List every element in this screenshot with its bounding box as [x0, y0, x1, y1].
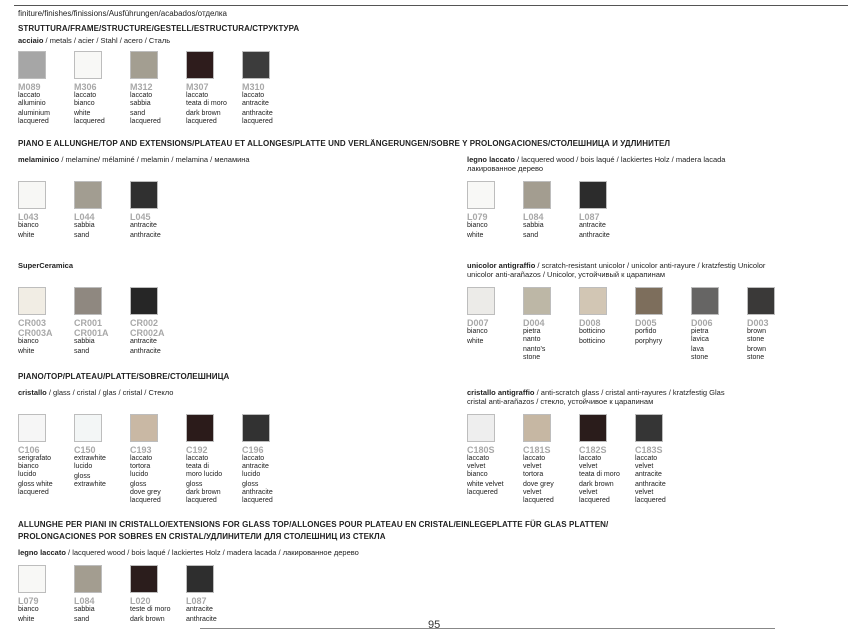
swatch-label-italian: extrawhite lucido	[74, 455, 106, 470]
swatch-l079	[18, 565, 46, 593]
swatch-label-english: white	[18, 348, 35, 355]
swatch-code: C192	[186, 445, 208, 455]
swatch-label-english: dove grey velvet lacquered	[523, 481, 554, 504]
subtitle-antiscratch-glass-bold: cristallo antigraffio	[467, 388, 535, 397]
swatch-label-italian: laccato bianco	[74, 92, 97, 107]
swatch-label-english: sand	[74, 232, 90, 239]
swatch-code: C106	[18, 445, 40, 455]
swatch-label-english: nanto's stone	[523, 346, 546, 361]
swatch-l043	[18, 181, 46, 209]
swatch-label-italian: laccato alluminio	[18, 92, 46, 107]
swatch-c182s	[579, 414, 607, 442]
swatch-code: L044	[74, 212, 95, 222]
swatch-label-english: dark brown lacquered	[186, 110, 221, 125]
subtitle-steel-rest: / metals / acier / Stahl / acero / Сталь	[43, 36, 171, 45]
swatch-l087	[579, 181, 607, 209]
swatch-code: L087	[186, 596, 207, 606]
swatch-label-english: sand	[74, 348, 90, 355]
swatch-code: L079	[467, 212, 488, 222]
page-title: finiture/finishes/finissions/Ausführungen/acabados/отделка	[18, 9, 227, 18]
subtitle-antiscratch-glass-line2: cristal anti-arañazos / стекло, устойчивое к царапинам	[467, 397, 654, 406]
swatch-code: D008	[579, 318, 601, 328]
swatch-label-english: gloss dark brown lacquered	[186, 481, 221, 504]
swatch-d005	[635, 287, 663, 315]
subtitle-steel-bold: acciaio	[18, 36, 44, 45]
swatch-cr003	[18, 287, 46, 315]
swatch-label-italian: laccato teata di moro lucido	[186, 455, 223, 478]
swatch-code: C181S	[523, 445, 551, 455]
swatch-label-english: white lacquered	[74, 110, 105, 125]
swatch-label-italian: laccato teata di moro	[186, 92, 227, 107]
subtitle-unicolor-bold: unicolor antigraffio	[467, 261, 536, 270]
swatch-c196	[242, 414, 270, 442]
page-number: 95	[428, 619, 441, 631]
swatch-code: CR001	[74, 318, 103, 328]
swatch-label-italian: serigrafato bianco lucido	[18, 455, 52, 478]
swatch-c181s	[523, 414, 551, 442]
subtitle-unicolor-rest: / scratch-resistant unicolor / unicolor anti-rayure / kratzfestig Unicolor	[535, 261, 766, 270]
swatch-code: M089	[18, 82, 41, 92]
swatch-label-italian: bianco	[467, 222, 488, 229]
swatch-label-italian: sabbia	[74, 222, 95, 229]
swatch-l079	[467, 181, 495, 209]
swatch-label-italian: pietra lavica	[691, 328, 709, 343]
swatch-code: L020	[130, 596, 151, 606]
subtitle-unicolor-line2: unicolor anti-arañazos / Unicolor, устойчивый к царапинам	[467, 270, 666, 279]
swatch-cr001	[74, 287, 102, 315]
swatch-m312	[130, 51, 158, 79]
swatch-code: L084	[74, 596, 95, 606]
swatch-label-italian: antracite	[579, 222, 606, 229]
swatch-code: CR002	[130, 318, 159, 328]
swatch-label-english: white	[18, 232, 35, 239]
swatch-label-english: white	[18, 616, 35, 623]
swatch-c106	[18, 414, 46, 442]
section-title-glass-extensions-line2: PROLONGACIONES POR SOBRES EN CRISTAL/УДЛИНИТЕЛИ ДЛЯ СТОЛЕШНИЦ ИЗ СТЕКЛА	[18, 532, 386, 541]
swatch-label-italian: antracite	[186, 606, 213, 613]
swatch-label-english: sand	[523, 232, 539, 239]
swatch-code: M307	[186, 82, 209, 92]
swatch-label-english: sand lacquered	[130, 110, 161, 125]
swatch-c180s	[467, 414, 495, 442]
swatch-code: L087	[579, 212, 600, 222]
subtitle-glass-bold: cristallo	[18, 388, 47, 397]
swatch-code: M306	[74, 82, 97, 92]
swatch-d004	[523, 287, 551, 315]
top-rule	[14, 5, 848, 6]
swatch-label-italian: antracite	[130, 338, 157, 345]
swatch-l020	[130, 565, 158, 593]
section-title-structure: STRUTTURA/FRAME/STRUCTURE/GESTELL/ESTRUCTURA/СТРУКТУРА	[18, 24, 300, 33]
subtitle-superceramica-bold: SuperCeramica	[18, 261, 74, 270]
swatch-label-english: white	[467, 338, 484, 345]
swatch-code: C150	[74, 445, 96, 455]
swatch-label-english: porphyry	[635, 338, 663, 345]
swatch-l045	[130, 181, 158, 209]
subtitle-melamine-rest: / melamine/ mélaminé / melamin / melamina / меламина	[59, 155, 250, 164]
swatch-label-english: lava stone	[691, 346, 709, 361]
swatch-code: M312	[130, 82, 153, 92]
swatch-label-italian: bianco	[467, 328, 488, 335]
swatch-code: L084	[523, 212, 544, 222]
swatch-label-english: aluminium lacquered	[18, 110, 50, 125]
swatch-label-italian: sabbia	[74, 606, 95, 613]
swatch-label-italian: laccato velvet teata di moro	[579, 455, 620, 478]
swatch-c150	[74, 414, 102, 442]
swatch-code-alt: CR002A	[130, 328, 165, 338]
subtitle-glass-ext-wood-bold: legno laccato	[18, 548, 66, 557]
swatch-l087	[186, 565, 214, 593]
swatch-label-english: anthracite	[186, 616, 217, 623]
swatch-l044	[74, 181, 102, 209]
swatch-code: M310	[242, 82, 265, 92]
swatch-label-english: anthracite	[130, 348, 161, 355]
swatch-code: C193	[130, 445, 152, 455]
swatch-label-italian: laccato velvet antracite	[635, 455, 662, 478]
swatch-label-english: gloss anthracite lacquered	[242, 481, 273, 504]
swatch-label-english: anthracite	[579, 232, 610, 239]
swatch-label-english: sand	[74, 616, 90, 623]
swatch-code-alt: CR003A	[18, 328, 53, 338]
swatch-label-english: gloss extrawhite	[74, 473, 106, 488]
swatch-m306	[74, 51, 102, 79]
subtitle-lacquered-wood-bold: legno laccato	[467, 155, 515, 164]
subtitle-superceramica	[18, 261, 73, 271]
subtitle-antiscratch-glass-rest: / anti-scratch glass / cristal anti-rayures / kratzfestig Glas	[534, 388, 725, 397]
swatch-label-italian: laccato antracite lucido	[242, 455, 269, 478]
swatch-code: C196	[242, 445, 264, 455]
swatch-code-alt: CR001A	[74, 328, 109, 338]
swatch-label-english: anthracite lacquered	[242, 110, 273, 125]
swatch-c192	[186, 414, 214, 442]
swatch-label-italian: botticino	[579, 328, 606, 335]
swatch-m307	[186, 51, 214, 79]
swatch-label-english: brown stone	[747, 346, 767, 361]
section-title-glass-extensions: ALLUNGHE PER PIANI IN CRISTALLO/EXTENSIONS FOR GLASS TOP/ALLONGES POUR PLATEAU EN CRISTAL/EINLEGEPLATTE FÜR GLAS PLATTEN/	[18, 520, 609, 529]
subtitle-glass	[18, 388, 173, 398]
swatch-code: C183S	[635, 445, 663, 455]
swatch-code: D003	[747, 318, 769, 328]
swatch-label-italian: laccato velvet bianco	[467, 455, 490, 478]
section-title-top-extensions: PIANO E ALLUNGHE/TOP AND EXTENSIONS/PLATEAU ET ALLONGES/PLATTE UND VERLÄNGERUNGEN/SOBRE Y PROLONGACIONES/СТОЛЕШНИЦА И УДЛИНИТЕЛ	[18, 139, 671, 148]
subtitle-lacquered-wood-rest: / lacquered wood / bois laqué / lackiertes Holz / madera lacada	[514, 155, 726, 164]
swatch-code: L043	[18, 212, 39, 222]
swatch-label-italian: teste di moro	[130, 606, 171, 613]
swatch-label-italian: bianco	[18, 606, 39, 613]
swatch-code: D004	[523, 318, 545, 328]
swatch-m089	[18, 51, 46, 79]
swatch-label-english: botticino	[579, 338, 606, 345]
swatch-label-italian: laccato velvet tortora	[523, 455, 546, 478]
subtitle-lacquered-wood-line2: лакированное дерево	[467, 164, 544, 173]
swatch-label-italian: bianco	[18, 338, 39, 345]
swatch-code: C182S	[579, 445, 607, 455]
subtitle-melamine-bold: melaminico	[18, 155, 60, 164]
swatch-label-italian: antracite	[130, 222, 157, 229]
swatch-l084	[523, 181, 551, 209]
swatch-d006	[691, 287, 719, 315]
subtitle-steel	[18, 36, 170, 46]
swatch-label-italian: sabbia	[74, 338, 95, 345]
swatch-d007	[467, 287, 495, 315]
subtitle-glass-ext-wood-rest: / lacquered wood / bois laqué / lackiertes Holz / madera lacada / лакированное дерево	[65, 548, 359, 557]
swatch-c193	[130, 414, 158, 442]
swatch-label-italian: laccato tortora lucido	[130, 455, 153, 478]
swatch-label-italian: porfido	[635, 328, 657, 335]
swatch-l084	[74, 565, 102, 593]
swatch-label-italian: brown stone	[747, 328, 767, 343]
swatch-d008	[579, 287, 607, 315]
subtitle-melamine	[18, 155, 250, 165]
bottom-rule	[200, 628, 775, 629]
subtitle-glass-ext-wood	[18, 548, 359, 558]
swatch-label-italian: pietra nanto	[523, 328, 541, 343]
swatch-label-english: dark brown	[130, 616, 165, 623]
swatch-code: D007	[467, 318, 489, 328]
swatch-label-italian: laccato sabbia	[130, 92, 153, 107]
swatch-code: L079	[18, 596, 39, 606]
swatch-label-english: gloss white lacquered	[18, 481, 53, 496]
subtitle-glass-rest: / glass / cristal / glas / cristal / Стекло	[46, 388, 174, 397]
swatch-d003	[747, 287, 775, 315]
swatch-code: D005	[635, 318, 657, 328]
swatch-label-english: anthracite velvet lacquered	[635, 481, 666, 504]
swatch-label-italian: bianco	[18, 222, 39, 229]
swatch-cr002	[130, 287, 158, 315]
swatch-code: L045	[130, 212, 151, 222]
swatch-label-english: white	[467, 232, 484, 239]
swatch-code: D006	[691, 318, 713, 328]
swatch-code: CR003	[18, 318, 47, 328]
swatch-label-english: gloss dove grey lacquered	[130, 481, 161, 504]
swatch-label-english: anthracite	[130, 232, 161, 239]
swatch-code: C180S	[467, 445, 495, 455]
swatch-label-english: white velvet lacquered	[467, 481, 504, 496]
swatch-m310	[242, 51, 270, 79]
swatch-label-italian: laccato antracite	[242, 92, 269, 107]
section-title-top: PIANO/TOP/PLATEAU/PLATTE/SOBRE/СТОЛЕШНИЦА	[18, 372, 230, 381]
swatch-label-italian: sabbia	[523, 222, 544, 229]
swatch-label-english: dark brown velvet lacquered	[579, 481, 614, 504]
swatch-c183s	[635, 414, 663, 442]
